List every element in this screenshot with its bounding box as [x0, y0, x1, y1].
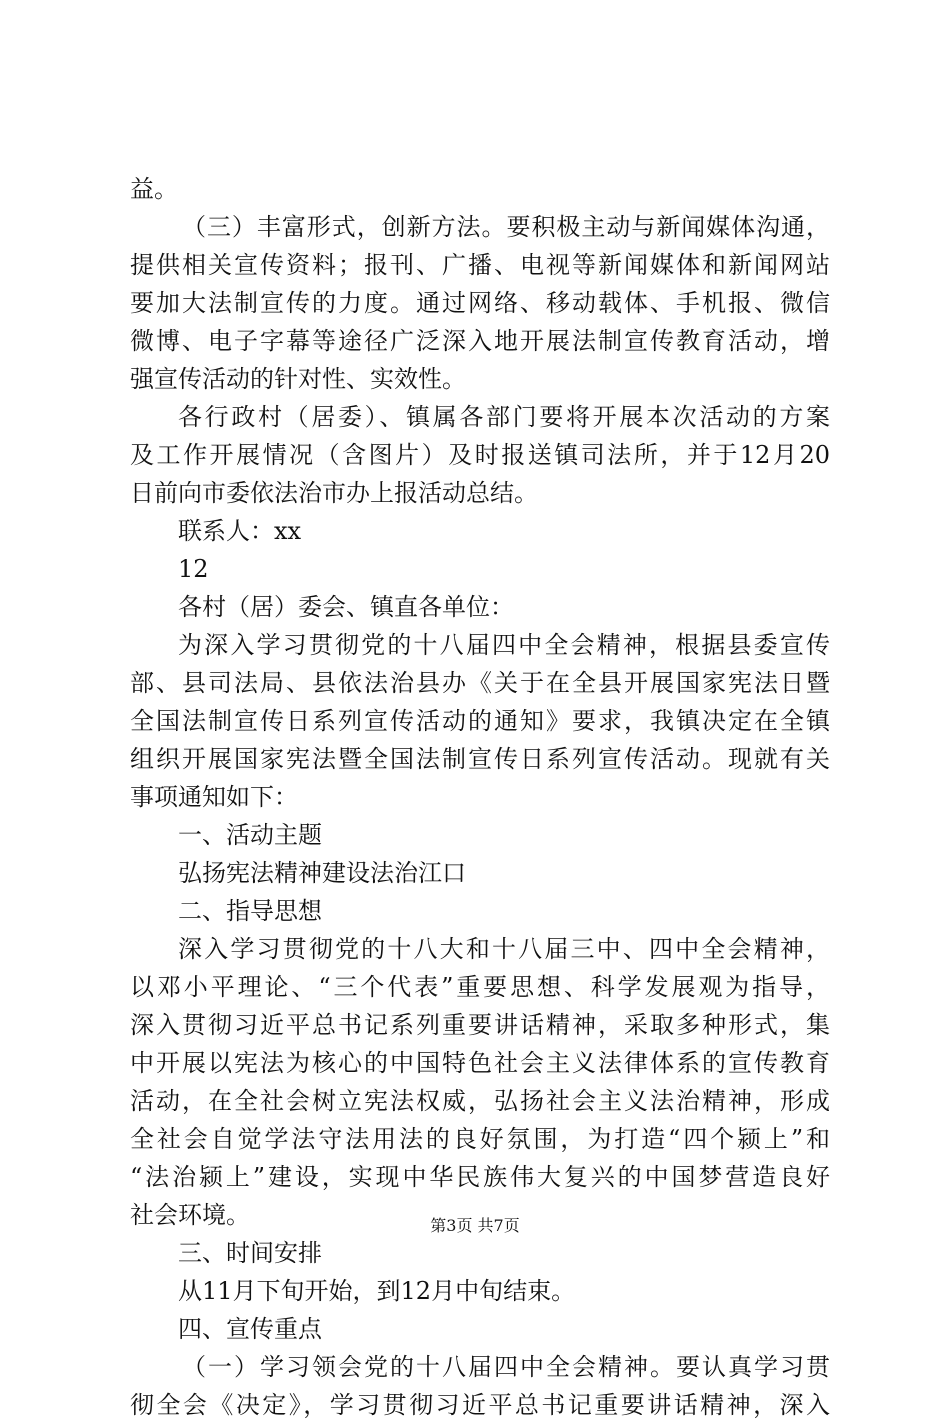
text-line: 弘扬宪法精神建设法治江口 — [178, 859, 466, 887]
text-line: 为深入学习贯彻党的十八届四中全会精神，根据县委宣传 — [178, 631, 830, 659]
text-line: 事项通知如下： — [130, 783, 298, 811]
text-line: 强宣传活动的针对性、实效性。 — [130, 365, 466, 393]
section-heading: 一、活动主题 — [178, 821, 322, 849]
text-line: 联系人：xx — [178, 517, 302, 545]
text-line: 微博、电子字幕等途径广泛深入地开展法制宣传教育活动，增 — [130, 327, 830, 355]
text-line: 益。 — [130, 175, 178, 203]
text-line: 社会环境。 — [130, 1201, 250, 1229]
text-line: （一）学习领会党的十八届四中全会精神。要认真学习贯 — [182, 1353, 830, 1381]
text-line: 深入学习贯彻党的十八大和十八届三中、四中全会精神， — [178, 935, 830, 963]
section-heading: 三、时间安排 — [178, 1239, 322, 1267]
text-line: 彻全会《决定》，学习贯彻习近平总书记重要讲话精神，深入 — [130, 1391, 830, 1419]
text-line: 中开展以宪法为核心的中国特色社会主义法律体系的宣传教育 — [130, 1049, 830, 1077]
text-line: 从11月下旬开始，到12月中旬结束。 — [178, 1277, 576, 1305]
text-line: 全国法制宣传日系列宣传活动的通知》要求，我镇决定在全镇 — [130, 707, 830, 735]
text-line: 要加大法制宣传的力度。通过网络、移动载体、手机报、微信 — [130, 289, 830, 317]
text-line: 各行政村（居委）、镇属各部门要将开展本次活动的方案 — [178, 403, 830, 431]
text-line: 各村（居）委会、镇直各单位： — [178, 593, 514, 621]
section-heading: 二、指导思想 — [178, 897, 322, 925]
text-line: 全社会自觉学法守法用法的良好氛围，为打造“四个颍上”和 — [130, 1125, 830, 1153]
text-line: （三）丰富形式，创新方法。要积极主动与新闻媒体沟通， — [182, 213, 830, 241]
text-line: 活动，在全社会树立宪法权威，弘扬社会主义法治精神，形成 — [130, 1087, 830, 1115]
text-line: 提供相关宣传资料；报刊、广播、电视等新闻媒体和新闻网站 — [130, 251, 830, 279]
text-line: 部、县司法局、县依法治县办《关于在全县开展国家宪法日暨 — [130, 669, 830, 697]
section-heading: 四、宣传重点 — [178, 1315, 322, 1343]
text-line: 组织开展国家宪法暨全国法制宣传日系列宣传活动。现就有关 — [130, 745, 830, 773]
text-line: 以邓小平理论、“三个代表”重要思想、科学发展观为指导， — [130, 973, 830, 1001]
text-line: 12 — [178, 555, 209, 583]
text-line: 日前向市委依法治市办上报活动总结。 — [130, 479, 538, 507]
text-line: 深入贯彻习近平总书记系列重要讲话精神，采取多种形式，集 — [130, 1011, 830, 1039]
page-number-footer: 第3页 共7页 — [430, 1216, 520, 1235]
text-line: “法治颍上”建设，实现中华民族伟大复兴的中国梦营造良好 — [130, 1163, 830, 1191]
text-line: 及工作开展情况（含图片）及时报送镇司法所，并于12月20 — [130, 441, 830, 469]
